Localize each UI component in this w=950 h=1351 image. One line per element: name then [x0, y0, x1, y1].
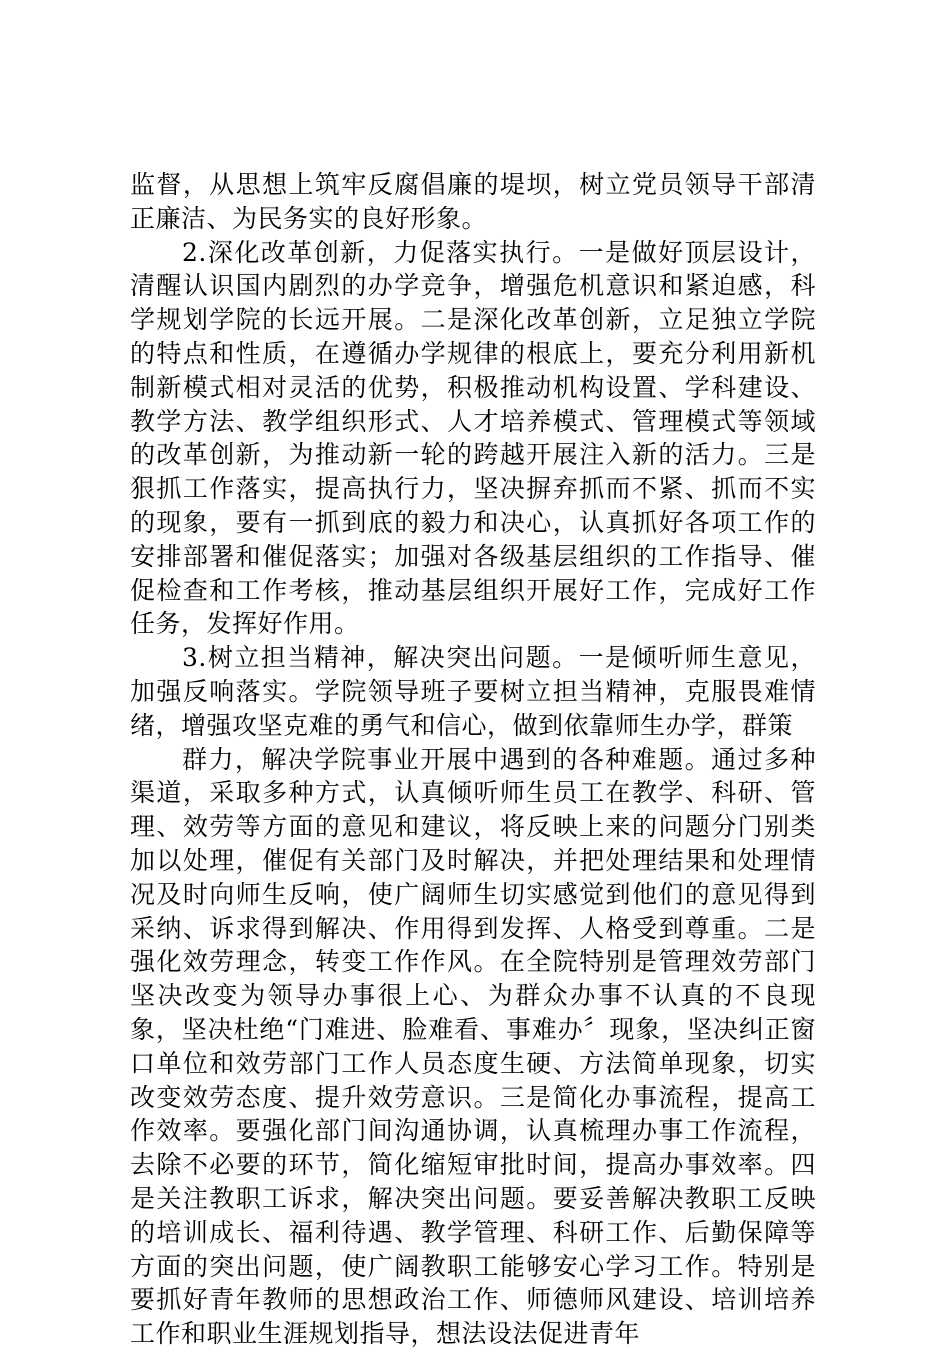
paragraph-reform-innovation: 2.深化改革创新，力促落实执行。一是做好顶层设计，清醒认识国内剧烈的办学竞争，增强危机意识和紧迫感，科学规划学院的长远开展。二是深化改革创新，立足独立学院的特点和性质，在遵循办学规律的根底上，要充分利用新机制新模式相对灵活的优势，积极推动机构设置、学科建设、教学方法、教学组织形式、人才培养模式、管理模式等领域的改革创新，为推动新一轮的跨越开展注入新的活力。三是狠抓工作落实，提高执行力，坚决摒弃抓而不紧、抓而不实的现象，要有一抓到底的毅力和决心，认真抓好各项工作的安排部署和催促落实；加强对各级基层组织的工作指导、催促检查和工作考核，推动基层组织开展好工作，完成好工作任务，发挥好作用。 [130, 237, 816, 639]
paragraph-continuation: 监督，从思想上筑牢反腐倡廉的堤坝，树立党员领导干部清正廉洁、为民务实的良好形象。 [130, 170, 816, 233]
paragraph-responsibility: 3.树立担当精神，解决突出问题。一是倾听师生意见，加强反响落实。学院领导班子要树立担当精神，克服畏难情绪，增强攻坚克难的勇气和信心，做到依靠师生办学，群策 [130, 643, 816, 740]
paragraph-solve-problems: 群力，解决学院事业开展中遇到的各种难题。通过多种渠道，采取多种方式，认真倾听师生员工在教学、科研、管理、效劳等方面的意见和建议，将反映上来的问题分门别类加以处理，催促有关部门及时解决，并把处理结果和处理情况及时向师生反响，使广阔师生切实感觉到他们的意见得到采纳、诉求得到解决、作用得到发挥、人格受到尊重。二是强化效劳理念，转变工作作风。在全院特别是管理效劳部门坚决改变为领导办事很上心、为群众办事不认真的不良现象，坚决杜绝“门难进、脸难看、事难办〞现象，坚决纠正窗口单位和效劳部门工作人员态度生硬、方法简单现象，切实改变效劳态度、提升效劳意识。三是简化办事流程，提高工作效率。要强化部门间沟通协调，认真梳理办事工作流程，去除不必要的环节，简化缩短审批时间，提高办事效率。四是关注教职工诉求，解决突出问题。要妥善解决教职工反映的培训成长、福利待遇、教学管理、科研工作、后勤保障等方面的突出问题，使广阔教职工能够安心学习工作。特别是要抓好青年教师的思想政治工作、师德师风建设、培训培养工作和职业生涯规划指导，想法设法促进青年 [130, 744, 816, 1349]
document-body [130, 168, 816, 1351]
